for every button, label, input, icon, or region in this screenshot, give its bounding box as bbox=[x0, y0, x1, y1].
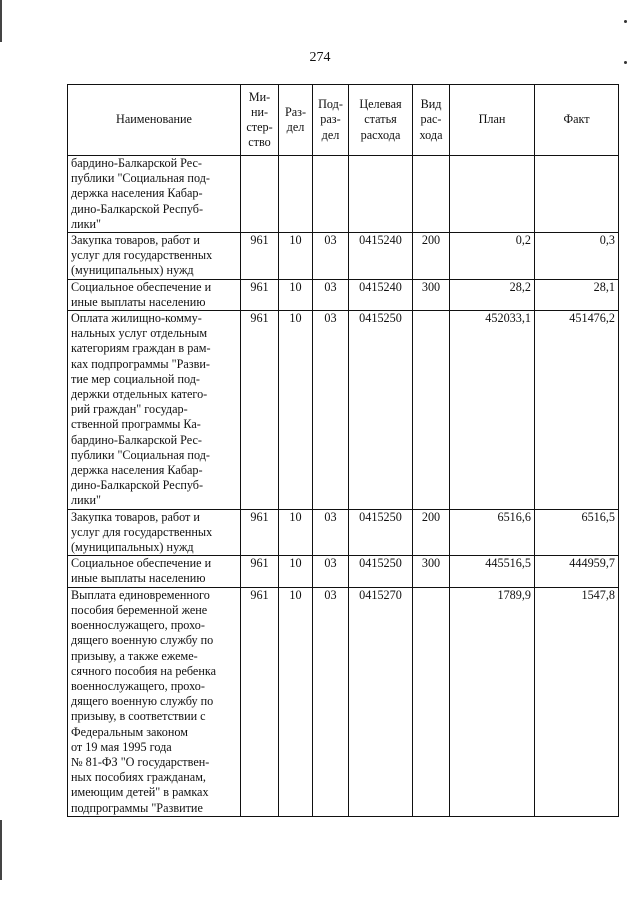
cell-plan bbox=[450, 156, 535, 233]
header-target: Целевая статья расхода bbox=[349, 85, 413, 156]
table-row bbox=[68, 279, 619, 310]
cell-subsection: 03 bbox=[313, 233, 349, 280]
cell-ministry: 961 bbox=[241, 233, 279, 280]
cell-target: 0415270 bbox=[349, 587, 413, 816]
cell-ministry: 961 bbox=[241, 556, 279, 587]
cell-plan: 6516,6 bbox=[450, 509, 535, 556]
header-ministry: Ми- ни- стер- ство bbox=[241, 85, 279, 156]
cell-target: 0415250 bbox=[349, 556, 413, 587]
cell-plan: 445516,5 bbox=[450, 556, 535, 587]
cell-name: Закупка товаров, работ и услуг для государственных (муниципальных) нужд bbox=[68, 233, 241, 280]
cell-fact: 0,3 bbox=[535, 233, 619, 280]
cell-section: 10 bbox=[279, 311, 313, 510]
cell-fact: 444959,7 bbox=[535, 556, 619, 587]
table-row bbox=[68, 156, 619, 233]
cell-section: 10 bbox=[279, 556, 313, 587]
cell-fact: 6516,5 bbox=[535, 509, 619, 556]
scan-edge-mark-bottom bbox=[0, 820, 2, 880]
header-expense-type: Вид рас- хода bbox=[413, 85, 450, 156]
cell-ministry: 961 bbox=[241, 509, 279, 556]
cell-expense-type: 300 bbox=[413, 556, 450, 587]
cell-target: 0415250 bbox=[349, 509, 413, 556]
table-header bbox=[68, 85, 619, 156]
cell-name: бардино-Балкарской Рес- публики "Социальная под- держка населения Кабар- дино-Балкарской Респуб- лики" bbox=[68, 156, 241, 233]
cell-plan: 0,2 bbox=[450, 233, 535, 280]
table-body bbox=[68, 156, 619, 817]
page-number: 274 bbox=[309, 50, 331, 65]
cell-ministry: 961 bbox=[241, 587, 279, 816]
cell-expense-type bbox=[413, 311, 450, 510]
header-fact: Факт bbox=[535, 85, 619, 156]
cell-subsection: 03 bbox=[313, 509, 349, 556]
cell-name: Социальное обеспечение и иные выплаты населению bbox=[68, 279, 241, 310]
cell-fact: 451476,2 bbox=[535, 311, 619, 510]
cell-fact: 1547,8 bbox=[535, 587, 619, 816]
cell-section: 10 bbox=[279, 587, 313, 816]
scan-edge-mark-top bbox=[0, 0, 2, 42]
cell-expense-type: 200 bbox=[413, 509, 450, 556]
scan-speck bbox=[624, 20, 627, 23]
table-row bbox=[68, 509, 619, 556]
cell-name: Социальное обеспечение и иные выплаты населению bbox=[68, 556, 241, 587]
cell-expense-type: 300 bbox=[413, 279, 450, 310]
cell-expense-type bbox=[413, 156, 450, 233]
cell-target: 0415240 bbox=[349, 233, 413, 280]
header-name: Наименование bbox=[68, 85, 241, 156]
cell-name: Выплата единовременного пособия беременной жене военнослужащего, прохо- дящего военную службу по призыву, а также ежеме- сячного пособия на ребенка военнослужащего, прохо- дящего военную службу по призыву, в соответствии с Федеральным законом от 19 мая 1995 года № 81-ФЗ "О государствен- ных пособиях гражданам, имеющим детей" в рамках подпрограммы "Развитие bbox=[68, 587, 241, 816]
cell-name: Оплата жилищно-комму- нальных услуг отдельным категориям граждан в рам- ках подпрограммы "Разви- тие мер социальной под- держки отдельных катего- рий граждан" государ- ственной программы Ка- бардино-Балкарской Рес- публики "Социальная под- держка населения Кабар- дино-Балкарской Респуб- лики" bbox=[68, 311, 241, 510]
cell-ministry: 961 bbox=[241, 311, 279, 510]
cell-plan: 28,2 bbox=[450, 279, 535, 310]
cell-plan: 452033,1 bbox=[450, 311, 535, 510]
table-row bbox=[68, 311, 619, 510]
budget-table bbox=[67, 84, 619, 817]
header-subsection: Под- раз- дел bbox=[313, 85, 349, 156]
cell-fact bbox=[535, 156, 619, 233]
cell-section: 10 bbox=[279, 279, 313, 310]
cell-target: 0415240 bbox=[349, 279, 413, 310]
cell-section: 10 bbox=[279, 233, 313, 280]
cell-subsection bbox=[313, 156, 349, 233]
cell-target bbox=[349, 156, 413, 233]
cell-section: 10 bbox=[279, 509, 313, 556]
cell-expense-type bbox=[413, 587, 450, 816]
cell-target: 0415250 bbox=[349, 311, 413, 510]
header-plan: План bbox=[450, 85, 535, 156]
table-row bbox=[68, 233, 619, 280]
table-row bbox=[68, 556, 619, 587]
cell-section bbox=[279, 156, 313, 233]
cell-name: Закупка товаров, работ и услуг для государственных (муниципальных) нужд bbox=[68, 509, 241, 556]
cell-subsection: 03 bbox=[313, 587, 349, 816]
header-section: Раз- дел bbox=[279, 85, 313, 156]
cell-plan: 1789,9 bbox=[450, 587, 535, 816]
cell-expense-type: 200 bbox=[413, 233, 450, 280]
table-row bbox=[68, 587, 619, 816]
cell-subsection: 03 bbox=[313, 556, 349, 587]
cell-subsection: 03 bbox=[313, 311, 349, 510]
cell-ministry bbox=[241, 156, 279, 233]
cell-subsection: 03 bbox=[313, 279, 349, 310]
cell-fact: 28,1 bbox=[535, 279, 619, 310]
cell-ministry: 961 bbox=[241, 279, 279, 310]
